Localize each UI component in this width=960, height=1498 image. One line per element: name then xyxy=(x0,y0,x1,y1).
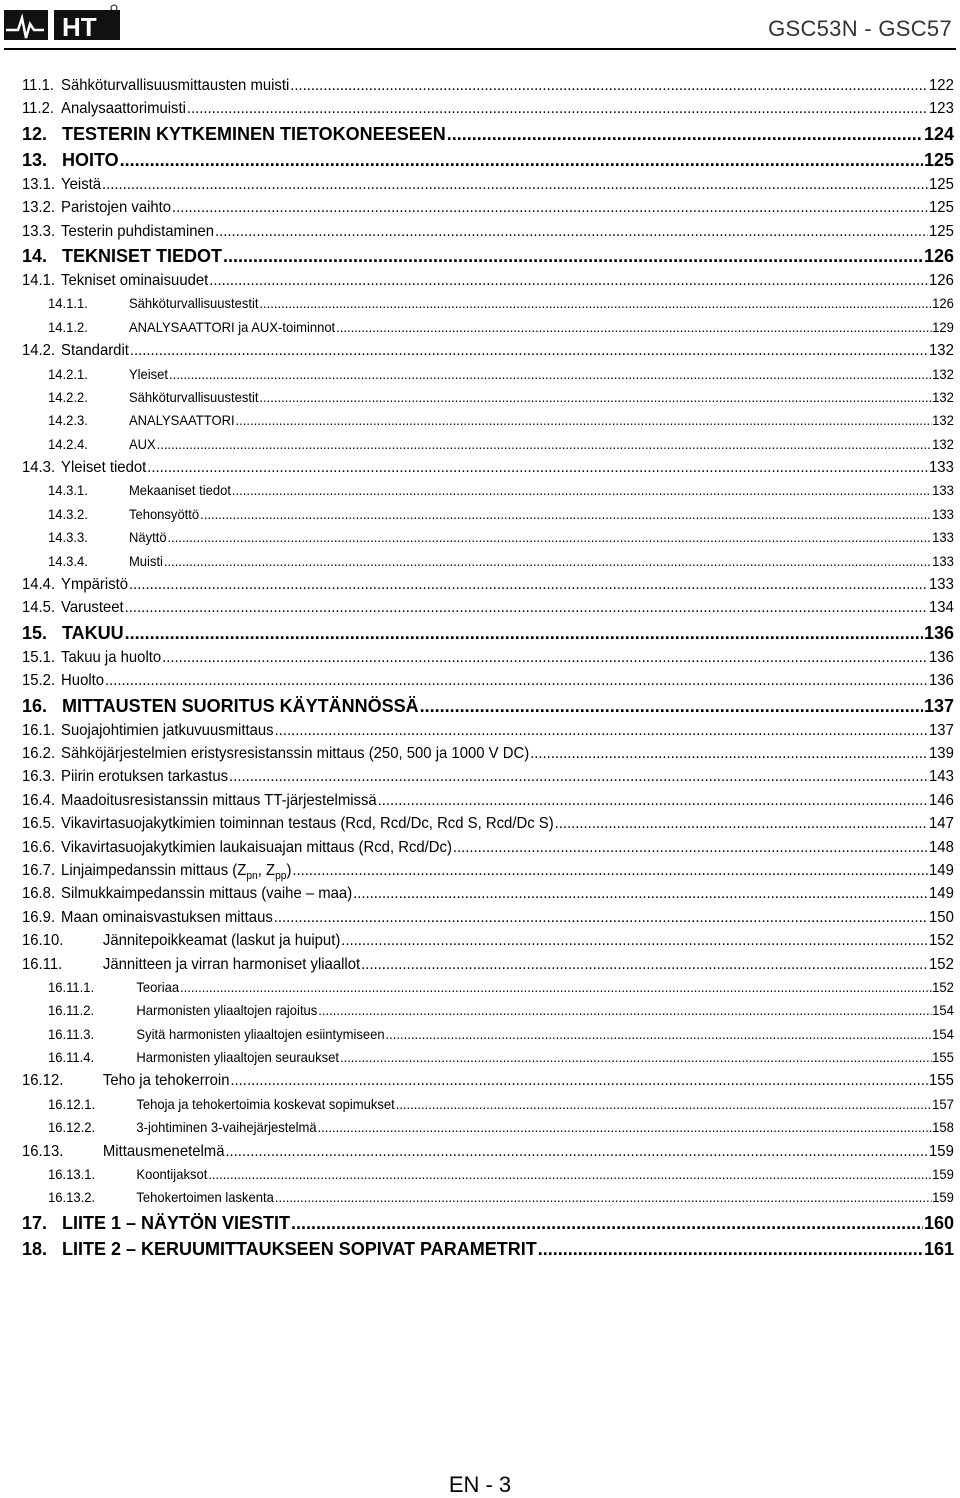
toc-entry-number: 15. xyxy=(22,622,48,643)
toc-entry-number: 16.13. xyxy=(22,1142,64,1160)
toc-entry-title: TESTERIN KYTKEMINEN TIETOKONEESEEN xyxy=(62,123,446,144)
document-code: GSC53N - GSC57 xyxy=(768,16,952,41)
toc-dot-leader xyxy=(162,646,928,669)
toc-dot-leader xyxy=(555,812,929,835)
toc-entry-title: Tekniset ominaisuudet xyxy=(61,271,209,289)
toc-entry-number: 16.1. xyxy=(22,721,56,739)
toc-entry[interactable] xyxy=(22,433,954,456)
toc-entry-number: 14.1.1. xyxy=(48,295,88,312)
toc-entry-page: 149 xyxy=(929,861,954,879)
toc-entry-title: Harmonisten yliaaltojen rajoitus xyxy=(136,1002,318,1019)
toc-dot-leader xyxy=(208,1163,931,1186)
toc-dot-leader xyxy=(236,409,932,432)
toc-dot-leader xyxy=(125,620,923,646)
toc-entry-number: 14.2.1. xyxy=(48,365,88,382)
toc-entry-number: 16.12.2. xyxy=(48,1119,96,1136)
toc-dot-leader xyxy=(378,789,928,812)
toc-entry-title: Analysaattorimuisti xyxy=(61,100,186,118)
toc-entry-title: Muisti xyxy=(128,552,163,569)
toc-entry[interactable] xyxy=(22,573,954,596)
toc-entry-page: 152 xyxy=(929,932,954,950)
toc-entry-title: Maadoitusresistanssin mittaus TT-järjestelmissä xyxy=(61,791,377,809)
toc-dot-leader xyxy=(275,719,929,742)
toc-entry[interactable] xyxy=(22,929,954,952)
toc-entry-title: Sähköturvallisuusmittausten muisti xyxy=(61,77,290,94)
toc-entry-page: 125 xyxy=(929,175,954,193)
toc-dot-leader xyxy=(274,906,928,929)
toc-entry[interactable] xyxy=(22,882,954,905)
toc-entry-title: Suojajohtimien jatkuvuusmittaus xyxy=(61,721,274,739)
toc-entry-number: 13.2. xyxy=(22,199,56,217)
toc-entry-page: 137 xyxy=(929,721,954,739)
toc-entry[interactable] xyxy=(22,386,954,409)
toc-entry[interactable] xyxy=(22,719,954,742)
toc-entry-page: 154 xyxy=(932,1025,954,1042)
toc-dot-leader xyxy=(336,316,931,339)
toc-entry[interactable] xyxy=(22,693,954,719)
toc-dot-leader xyxy=(290,74,928,97)
toc-entry[interactable] xyxy=(22,196,954,219)
toc-entry-title: TAKUU xyxy=(62,622,124,643)
toc-entry[interactable] xyxy=(22,836,954,859)
toc-entry-page: 159 xyxy=(932,1189,954,1206)
toc-entry-page: 155 xyxy=(932,1049,954,1066)
toc-entry-page: 133 xyxy=(932,529,954,546)
toc-entry[interactable] xyxy=(22,74,954,97)
toc-dot-leader xyxy=(232,479,931,502)
toc-entry-title: Sähköturvallisuustestit xyxy=(128,295,259,312)
toc-entry-title: Linjaimpedanssin mittaus ($Z_{pn}$, $Z_{pp}$) xyxy=(61,861,292,883)
toc-entry-title: Ympäristö xyxy=(61,576,129,594)
toc-entry-page: 134 xyxy=(929,599,954,617)
toc-entry-title: Piirin erotuksen tarkastus xyxy=(61,768,229,786)
toc-entry[interactable] xyxy=(22,97,954,120)
toc-dot-leader xyxy=(105,669,928,692)
toc-entry-number: 16.11.4. xyxy=(48,1049,95,1066)
toc-entry-number: 14.3.1. xyxy=(48,482,88,499)
toc-entry-page: 125 xyxy=(923,149,954,170)
toc-dot-leader xyxy=(386,1023,932,1046)
toc-entry-number: 14.2. xyxy=(22,342,56,360)
toc-entry[interactable] xyxy=(22,269,954,292)
toc-entry-title: Varusteet xyxy=(61,599,124,617)
toc-dot-leader xyxy=(420,693,923,719)
toc-entry-number: 11.2. xyxy=(22,100,54,118)
toc-entry-number: 14.2.2. xyxy=(48,388,88,405)
toc-entry[interactable] xyxy=(22,976,954,999)
toc-entry-number: 16.2. xyxy=(22,744,56,762)
toc-entry-number: 16.5. xyxy=(22,815,56,833)
toc-entry-title: ANALYSAATTORI xyxy=(128,412,235,429)
toc-entry[interactable] xyxy=(22,742,954,765)
toc-entry[interactable] xyxy=(22,1116,954,1139)
toc-dot-leader xyxy=(180,976,931,999)
toc-entry-page: 122 xyxy=(929,77,954,94)
toc-entry-title: Teho ja tehokerroin xyxy=(102,1072,230,1090)
toc-entry-number: 16.12. xyxy=(22,1072,64,1090)
toc-entry-title: Yleiset xyxy=(128,365,169,382)
toc-entry-title: LIITE 2 – KERUUMITTAUKSEEN SOPIVAT PARAMETRIT xyxy=(62,1238,537,1259)
toc-entry[interactable] xyxy=(22,789,954,812)
ht-logo-icon xyxy=(4,4,120,44)
toc-entry-number: 15.2. xyxy=(22,672,56,690)
table-of-contents xyxy=(22,74,954,1262)
toc-entry-page: 155 xyxy=(929,1072,954,1090)
toc-entry-title: Vikavirtasuojakytkimien toiminnan testaus (Rcd, Rcd/Dc, Rcd S, Rcd/Dc S) xyxy=(61,815,554,833)
toc-entry-page: 123 xyxy=(929,100,954,118)
toc-entry[interactable] xyxy=(22,1046,954,1069)
toc-dot-leader xyxy=(120,147,923,173)
toc-entry[interactable] xyxy=(22,620,954,646)
toc-entry-title: Mittausmenetelmä xyxy=(102,1142,225,1160)
toc-entry[interactable] xyxy=(22,596,954,619)
toc-entry[interactable] xyxy=(22,1210,954,1236)
toc-entry-page: 132 xyxy=(932,435,954,452)
toc-entry-number: 14.2.3. xyxy=(48,412,88,429)
toc-entry-title: Tehokertoimen laskenta xyxy=(136,1189,274,1206)
toc-entry[interactable] xyxy=(22,173,954,196)
toc-entry-number: 14. xyxy=(22,245,48,266)
toc-entry-number: 18. xyxy=(22,1238,48,1259)
toc-entry-number: 11.1. xyxy=(22,77,54,94)
toc-entry-page: 136 xyxy=(929,648,954,666)
toc-dot-leader xyxy=(275,1186,931,1209)
toc-entry-number: 16.12.1. xyxy=(48,1095,96,1112)
toc-entry-number: 16.8. xyxy=(22,885,56,903)
toc-dot-leader xyxy=(102,173,928,196)
toc-entry-title: Testerin puhdistaminen xyxy=(61,222,215,240)
toc-entry-number: 16.11.1. xyxy=(48,978,95,995)
toc-entry-title: Huolto xyxy=(61,672,105,690)
toc-entry-number: 14.4. xyxy=(22,576,56,594)
toc-entry-number: 14.5. xyxy=(22,599,56,617)
toc-entry-number: 14.1. xyxy=(22,271,56,289)
toc-entry[interactable] xyxy=(22,550,954,573)
toc-dot-leader xyxy=(396,1093,932,1116)
toc-entry-page: 158 xyxy=(932,1119,954,1136)
toc-entry-number: 14.3.3. xyxy=(48,529,88,546)
toc-entry[interactable] xyxy=(22,1093,954,1116)
toc-entry[interactable] xyxy=(22,456,954,479)
toc-entry[interactable] xyxy=(22,1023,954,1046)
svg-text:HT: HT xyxy=(62,12,97,42)
toc-entry-title: Harmonisten yliaaltojen seuraukset xyxy=(136,1049,340,1066)
toc-dot-leader xyxy=(164,550,931,573)
toc-dot-leader xyxy=(130,339,928,362)
toc-dot-leader xyxy=(538,1236,923,1262)
toc-entry-title: Yeistä xyxy=(61,175,102,193)
toc-entry-page: 143 xyxy=(929,768,954,786)
toc-dot-leader xyxy=(223,243,923,269)
toc-entry-title: Teoriaa xyxy=(136,978,180,995)
toc-entry-title: TEKNISET TIEDOT xyxy=(62,245,223,266)
toc-entry-number: 14.3. xyxy=(22,459,56,477)
toc-entry-page: 147 xyxy=(929,815,954,833)
toc-dot-leader xyxy=(447,121,923,147)
toc-entry[interactable] xyxy=(22,812,954,835)
toc-entry[interactable] xyxy=(22,121,954,147)
toc-entry[interactable] xyxy=(22,999,954,1022)
toc-entry-title: Silmukkaimpedanssin mittaus (vaihe – maa) xyxy=(61,885,353,903)
toc-dot-leader xyxy=(229,765,928,788)
toc-dot-leader xyxy=(157,433,932,456)
toc-dot-leader xyxy=(353,882,928,905)
toc-entry-number: 16.4. xyxy=(22,791,56,809)
toc-entry[interactable] xyxy=(22,906,954,929)
toc-entry-page: 133 xyxy=(932,552,954,569)
toc-entry-page: 133 xyxy=(929,576,954,594)
toc-entry-page: 129 xyxy=(932,318,954,335)
toc-entry[interactable] xyxy=(22,1140,954,1163)
toc-entry-number: 17. xyxy=(22,1212,48,1233)
toc-entry-page: 133 xyxy=(932,505,954,522)
toc-entry-page: 126 xyxy=(932,295,954,312)
toc-entry-number: 16.3. xyxy=(22,768,56,786)
toc-entry-page: 125 xyxy=(929,222,954,240)
toc-dot-leader xyxy=(169,363,931,386)
toc-entry-page: 146 xyxy=(929,791,954,809)
toc-entry-page: 160 xyxy=(923,1212,954,1233)
toc-entry[interactable] xyxy=(22,1069,954,1092)
toc-entry-page: 159 xyxy=(932,1166,954,1183)
toc-entry[interactable] xyxy=(22,339,954,362)
toc-entry-number: 13. xyxy=(22,149,48,170)
toc-entry-number: 13.3. xyxy=(22,222,56,240)
toc-entry-title: Standardit xyxy=(61,342,129,360)
toc-entry-number: 16.13.1. xyxy=(48,1166,96,1183)
toc-entry[interactable] xyxy=(22,1163,954,1186)
toc-dot-leader xyxy=(291,1210,923,1236)
toc-entry-number: 16. xyxy=(22,695,48,716)
toc-entry-number: 16.10. xyxy=(22,932,64,950)
toc-entry-number: 14.3.4. xyxy=(48,552,88,569)
toc-entry[interactable] xyxy=(22,1236,954,1262)
toc-entry-title: Yleiset tiedot xyxy=(61,459,147,477)
toc-entry-number: 16.9. xyxy=(22,908,56,926)
toc-entry[interactable] xyxy=(22,316,954,339)
toc-entry-page: 126 xyxy=(923,245,954,266)
toc-entry-title: Jännitepoikkeamat (laskut ja huiput) xyxy=(102,932,341,950)
toc-entry[interactable] xyxy=(22,646,954,669)
toc-dot-leader xyxy=(230,1069,928,1092)
toc-entry-page: 132 xyxy=(932,388,954,405)
page-number: EN - 3 xyxy=(448,1472,512,1497)
toc-entry-title: HOITO xyxy=(62,149,119,170)
toc-entry-page: 161 xyxy=(923,1238,954,1259)
toc-entry[interactable] xyxy=(22,1186,954,1209)
toc-entry-page: 159 xyxy=(929,1142,954,1160)
toc-entry-number: 16.13.2. xyxy=(48,1189,96,1206)
toc-dot-leader xyxy=(361,953,928,976)
toc-entry-title: Tehoja ja tehokertoimia koskevat sopimukset xyxy=(136,1095,395,1112)
toc-dot-leader xyxy=(225,1140,928,1163)
toc-dot-leader xyxy=(187,97,928,120)
toc-dot-leader xyxy=(215,220,928,243)
toc-entry-page: 132 xyxy=(932,365,954,382)
toc-entry-number: 13.1. xyxy=(22,175,56,193)
toc-entry-page: 132 xyxy=(929,342,954,360)
toc-entry[interactable] xyxy=(22,147,954,173)
toc-entry-number: 12. xyxy=(22,123,48,144)
toc-entry-page: 139 xyxy=(929,744,954,762)
toc-entry-page: 132 xyxy=(932,412,954,429)
toc-entry-title: Paristojen vaihto xyxy=(61,199,172,217)
toc-entry-number: 15.1. xyxy=(22,648,56,666)
toc-entry-page: 150 xyxy=(929,908,954,926)
toc-entry-title: 3-johtiminen 3-vaihejärjestelmä xyxy=(136,1119,317,1136)
toc-entry[interactable] xyxy=(22,292,954,315)
toc-entry-title: Koontijaksot xyxy=(136,1166,208,1183)
toc-entry-page: 149 xyxy=(929,885,954,903)
toc-entry-page: 157 xyxy=(932,1095,954,1112)
toc-dot-leader xyxy=(341,929,928,952)
toc-entry-title: LIITE 1 – NÄYTÖN VIESTIT xyxy=(62,1212,291,1233)
toc-entry-page: 126 xyxy=(929,271,954,289)
toc-entry[interactable] xyxy=(22,409,954,432)
toc-entry-page: 133 xyxy=(929,459,954,477)
toc-dot-leader xyxy=(172,196,928,219)
toc-entry-title: Syitä harmonisten yliaaltojen esiintymiseen xyxy=(136,1025,385,1042)
toc-entry[interactable] xyxy=(22,363,954,386)
toc-entry-title: Näyttö xyxy=(128,529,167,546)
toc-entry-title: AUX xyxy=(128,435,156,452)
toc-dot-leader xyxy=(147,456,928,479)
toc-dot-leader xyxy=(318,999,931,1022)
toc-entry-number: 16.6. xyxy=(22,838,56,856)
toc-entry[interactable] xyxy=(22,953,954,976)
toc-entry-page: 154 xyxy=(932,1002,954,1019)
toc-entry-title: Jännitteen ja virran harmoniset yliaallot xyxy=(102,955,361,973)
toc-entry-page: 136 xyxy=(929,672,954,690)
toc-dot-leader xyxy=(259,386,931,409)
toc-dot-leader xyxy=(259,292,931,315)
toc-dot-leader xyxy=(340,1046,931,1069)
toc-entry-number: 14.3.2. xyxy=(48,505,88,522)
toc-entry-title: Mekaaniset tiedot xyxy=(128,482,232,499)
toc-entry-title: ANALYSAATTORI ja AUX-toiminnot xyxy=(128,318,336,335)
toc-entry-title: Vikavirtasuojakytkimien laukaisuajan mittaus (Rcd, Rcd/Dc) xyxy=(61,838,452,856)
toc-entry-title: Maan ominaisvastuksen mittaus xyxy=(61,908,273,926)
toc-entry-page: 152 xyxy=(932,978,954,995)
toc-entry-page: 124 xyxy=(923,123,954,144)
toc-entry-page: 136 xyxy=(923,622,954,643)
toc-entry-page: 137 xyxy=(923,695,954,716)
toc-entry[interactable] xyxy=(22,479,954,502)
toc-dot-leader xyxy=(168,526,932,549)
page-header xyxy=(0,0,960,50)
toc-entry[interactable] xyxy=(22,220,954,243)
toc-entry-number: 16.7. xyxy=(22,861,56,879)
toc-dot-leader xyxy=(129,573,928,596)
toc-entry-number: 16.11.3. xyxy=(48,1025,95,1042)
toc-dot-leader xyxy=(200,503,931,526)
toc-entry-number: 16.11.2. xyxy=(48,1002,95,1019)
toc-entry[interactable] xyxy=(22,669,954,692)
toc-dot-leader xyxy=(453,836,928,859)
toc-entry-title: Tehonsyöttö xyxy=(128,505,200,522)
toc-entry-title: MITTAUSTEN SUORITUS KÄYTÄNNÖSSÄ xyxy=(62,695,419,716)
toc-entry-number: 14.1.2. xyxy=(48,318,88,335)
toc-entry-page: 152 xyxy=(929,955,954,973)
toc-entry[interactable] xyxy=(22,859,954,882)
toc-dot-leader xyxy=(125,596,929,619)
toc-entry[interactable] xyxy=(22,526,954,549)
header-rule xyxy=(4,48,956,50)
toc-entry-page: 148 xyxy=(929,838,954,856)
toc-entry-number: 16.11. xyxy=(22,955,63,973)
toc-entry[interactable] xyxy=(22,503,954,526)
toc-dot-leader xyxy=(209,269,928,292)
toc-dot-leader xyxy=(318,1116,932,1139)
toc-entry[interactable] xyxy=(22,765,954,788)
toc-entry-page: 125 xyxy=(929,199,954,217)
toc-entry-title: Sähköjärjestelmien eristysresistanssin mittaus (250, 500 ja 1000 V DC) xyxy=(61,744,530,762)
toc-entry[interactable] xyxy=(22,243,954,269)
toc-entry-page: 133 xyxy=(932,482,954,499)
toc-dot-leader xyxy=(292,859,928,882)
toc-dot-leader xyxy=(530,742,928,765)
toc-entry-title: Sähköturvallisuustestit xyxy=(128,388,259,405)
toc-entry-number: 14.2.4. xyxy=(48,435,88,452)
toc-entry-title: Takuu ja huolto xyxy=(61,648,162,666)
